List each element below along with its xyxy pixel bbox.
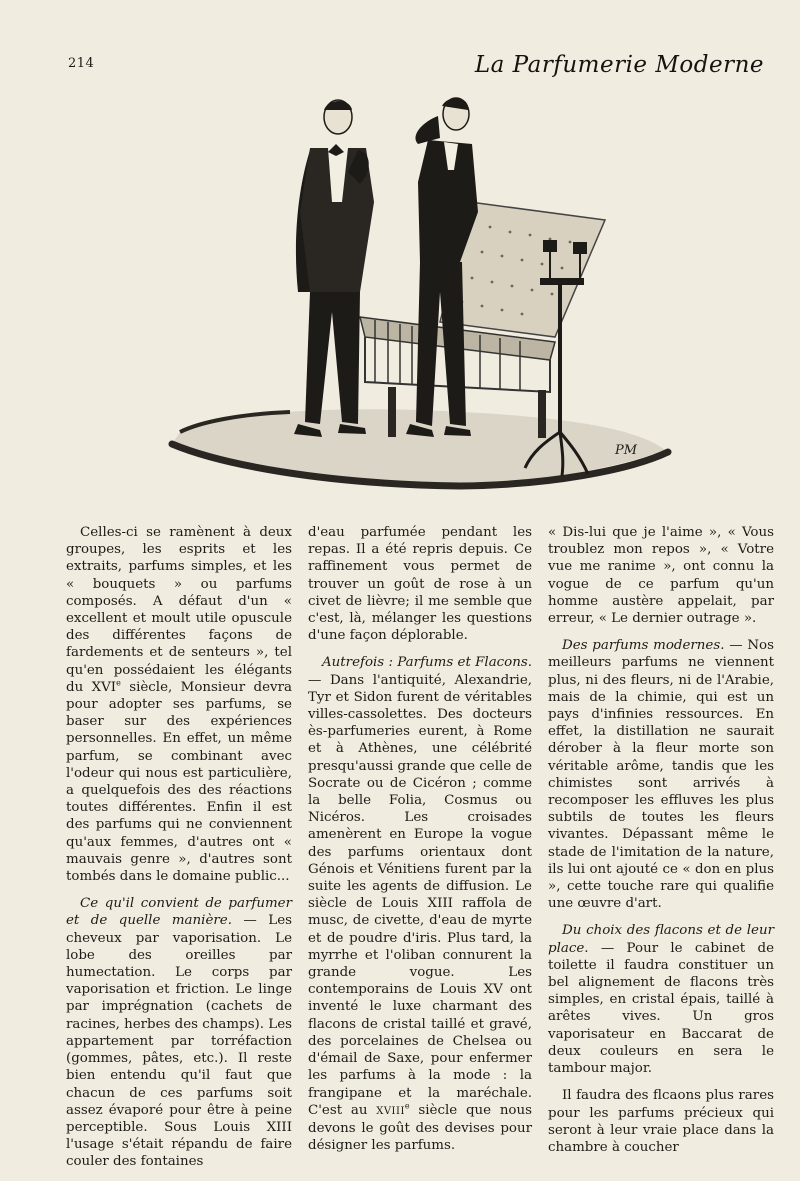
section-heading: Ce qu'il convient de parfumer et de quelle manière. xyxy=(66,896,292,929)
paragraph: Celles-ci se ramènent à deux groupes, les esprits et les extraits, parfums simples, et les « bouquets » ou parfums composés. A défaut d'un « excellent et moult utile opuscule des différentes façons de fardements et de senteurs », tel qu'en possédaient les élégants du XVIe siècle, Monsieur devra pour adopter ses parfums, se baser sur des expériences personnelles. En effet, un même parfum, se combinant avec l'odeur qui nous est particulière, a quelquefois des des réactions toutes différentes. Enfin il est des parfums qui ne conviennent qu'aux femmes, d'autres ont « mauvais genre », d'autres sont tombés dans le domaine public... xyxy=(66,525,292,885)
journal-title: La Parfumerie Moderne xyxy=(474,52,764,78)
section-heading: Des parfums modernes. xyxy=(562,638,725,654)
paragraph: Des parfums modernes. — Nos meilleurs parfums ne viennent plus, ni des fleurs, ni de l'Arabie, mais de la chimie, qui est un pays d'infinies ressources. En effet, la distillation ne saurait dérober à la fleur morte son véritable arôme, tandis que les chimistes sont arrivés à recomposer les effluves les plus subtils de toutes les fleurs vivantes. Dépassant même le stade de l'imitation de la nature, ils lui ont ajouté ce « don en plus », cette touche rare qui qualifie une œuvre d'art. xyxy=(548,638,774,912)
paragraph: Ce qu'il convient de parfumer et de quelle manière. — Les cheveux par vaporisation. Le lobe des oreilles par humectation. Le corps par vaporisation et friction. Le linge par imprégnation (cachets de racines, herbes des champs). Les appartement par torréfaction (gommes, pâtes, etc.). Il reste bien entendu qu'il faut que chacun de ces parfums soit assez évaporé pour être à peine perceptible. Sous Louis XIII l'usage s'était répandu de faire couler des fontaines xyxy=(66,896,292,1170)
paragraph: Autrefois : Parfums et Flacons. — Dans l'antiquité, Alexandrie, Tyr et Sidon furent de véritables villes-cassolettes. Des docteurs ès-parfumeries eurent, à Rome et à Athènes, une célébrité presqu'aussi grande que celle de Socrate ou de Cicéron ; comme la belle Folia, Cosmus ou Nicéros. Les croisades amenèrent en Europe la vogue des parfums orientaux dont Génois et Vénitiens furent par la suite les agents de diffusion. Le siècle de Louis XIII raffola de musc, de civette, d'eau de myrte et de poudre d'iris. Plus tard, la myrrhe et l'oliban connurent la grande vogue. Les contemporains de Louis XV ont inventé le luxe charmant des flacons de cristal taillé et gravé, des porcelaines de Chelsea ou d'émail de Saxe, pour enfermer les parfums à la mode : la frangipane et la maréchale. C'est au XVIIIe siècle que nous devons le goût des devises pour désigner les parfums. xyxy=(308,655,532,1154)
page-number: 214 xyxy=(68,56,95,71)
paragraph: « Dis-lui que je l'aime », « Vous troublez mon repos », « Votre vue me ranime », ont connu la vogue de ce parfum qu'un homme austère appelait, par erreur, « Le dernier outrage ». xyxy=(548,525,774,627)
paragraph: Il faudra des flcaons plus rares pour les parfums précieux qui seront à leur vraie place dans la chambre à coucher xyxy=(548,1088,774,1155)
fashion-illustration xyxy=(160,92,680,502)
section-heading: Du choix des flacons et de leur place. xyxy=(548,923,774,956)
text-column-1 xyxy=(66,524,292,1181)
text-column-2 xyxy=(308,524,532,1164)
text-column-3 xyxy=(548,524,774,1166)
artist-signature: PM xyxy=(615,443,638,458)
paragraph: Du choix des flacons et de leur place. — Pour le cabinet de toilette il faudra constituer un bel alignement de flacons très simples, en cristal épais, taillé à arêtes vives. Un gros vaporisateur en Baccarat de deux couleurs en sera le tambour major. xyxy=(548,923,774,1077)
paragraph: d'eau parfumée pendant les repas. Il a été repris depuis. Ce raffinement vous permet de trouver un goût de rose à un civet de lièvre; il me semble que c'est, là, mélanger les questions d'une façon déplorable. xyxy=(308,525,532,644)
section-heading: Autrefois : Parfums et Flacons. xyxy=(322,655,532,671)
